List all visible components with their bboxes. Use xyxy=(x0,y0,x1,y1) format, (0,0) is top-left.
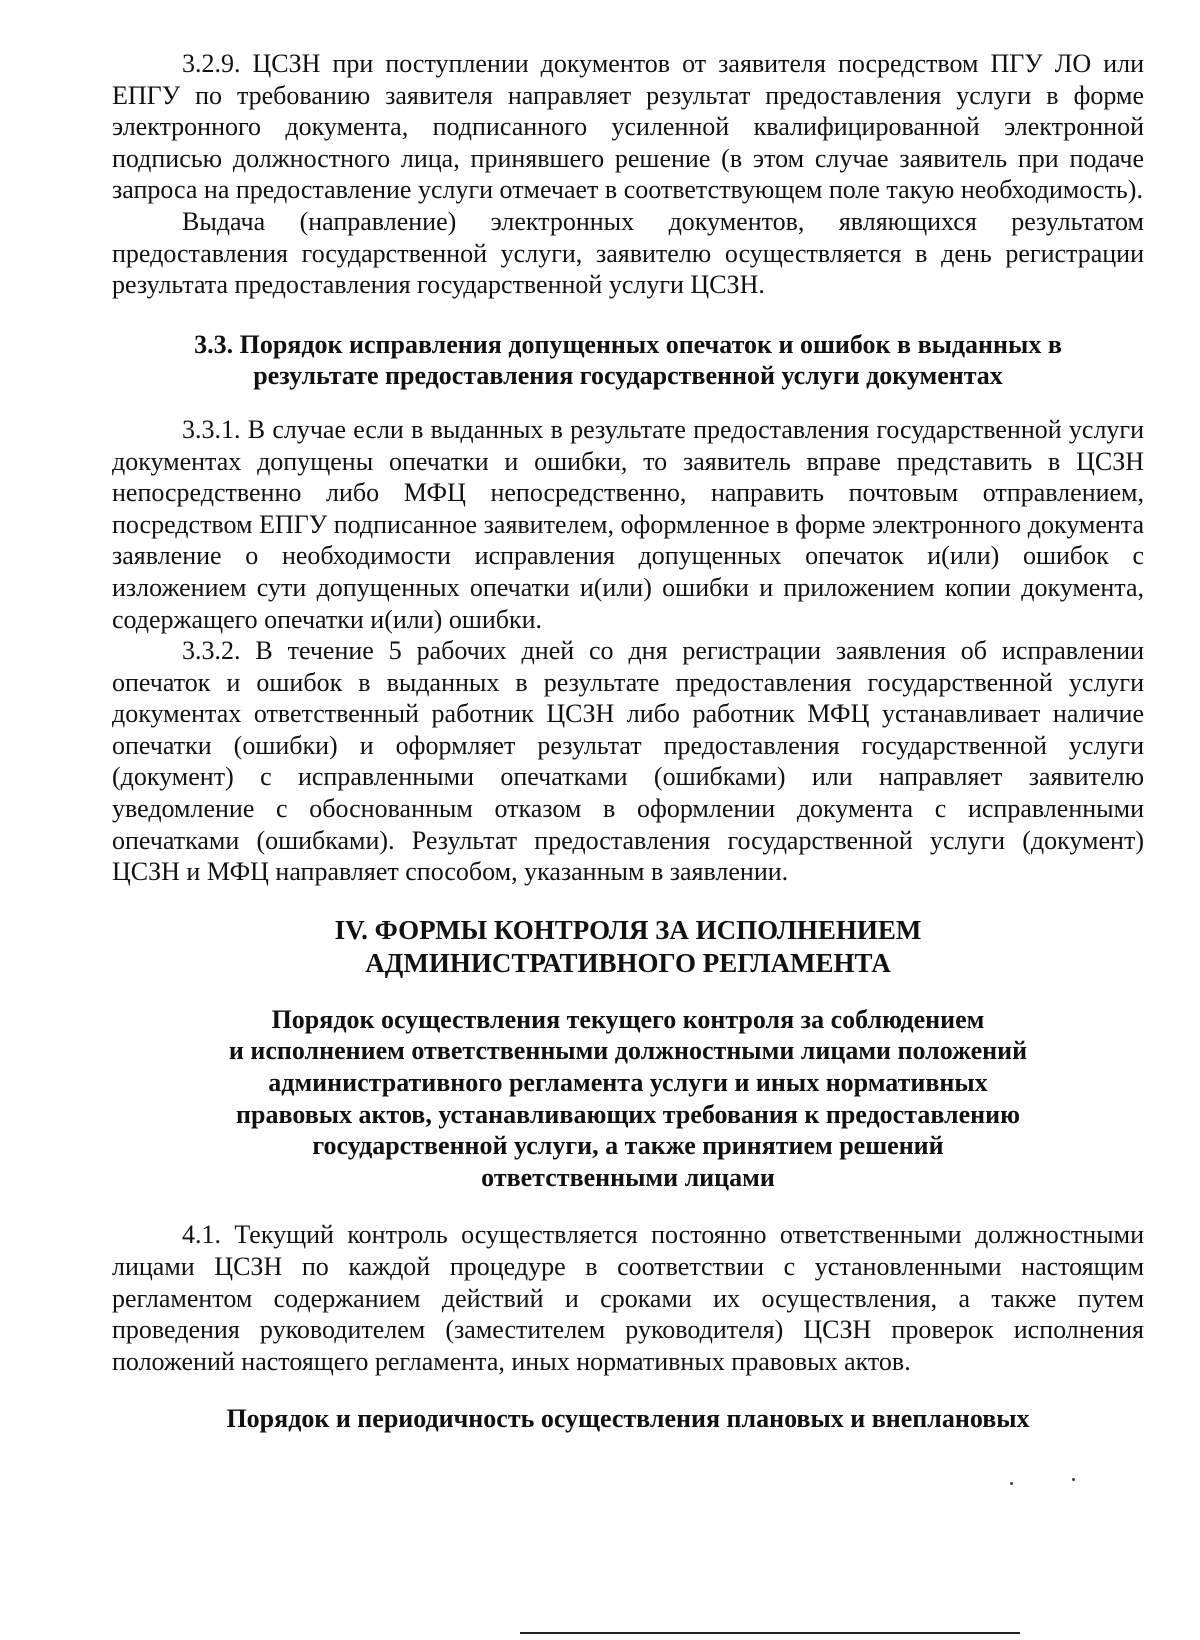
scan-speck xyxy=(1010,1482,1013,1485)
document-page xyxy=(112,48,1144,1435)
chapter-heading-iv: IV. ФОРМЫ КОНТРОЛЯ ЗА ИСПОЛНЕНИЕМ АДМИНИСТРАТИВНОГО РЕГЛАМЕНТА xyxy=(334,914,922,978)
paragraph-3-3-1: 3.3.1. В случае если в выданных в результате предоставления государственной услуги документах допущены опечатки и ошибки, то заявитель вправе представить в ЦСЗН непосредственно либо МФЦ непосредственно, направить почтовым отправлением, посредством ЕПГУ подписанное заявителем, оформленное в форме электронного документа заявление о необходимости исправления допущенных опечаток и(или) ошибок с изложением сути допущенных опечатки и(или) ошибки и приложением копии документа, содержащего опечатки и(или) ошибки. xyxy=(112,414,1145,634)
paragraph-vydacha: Выдача (направление) электронных документов, являющихся результатом предоставления государственной услуги, заявителю осуществляется в день регистрации результата предоставления государственной услуги ЦСЗН. xyxy=(112,206,1145,300)
paragraph-4-1: 4.1. Текущий контроль осуществляется постоянно ответственными должностными лицами ЦСЗН по каждой процедуре в соответствии с установленными настоящим регламентом содержанием действий и сроками их осуществления, а также путем проведения руководителем (заместителем руководителя) ЦСЗН проверок исполнения положений настоящего регламента, иных нормативных правовых актов. xyxy=(112,1220,1145,1376)
bottom-scan-edge-line xyxy=(520,1632,1020,1634)
paragraph-3-2-9: 3.2.9. ЦСЗН при поступлении документов от заявителя посредством ПГУ ЛО или ЕПГУ по требованию заявителя направляет результат предоставления услуги в форме электронного документа, подписанного усиленной квалифицированной электронной подписью должностного лица, принявшего решение (в этом случае заявитель при подаче запроса на предоставление услуги отмечает в соответствующем поле такую необходимость). xyxy=(112,49,1145,205)
scan-speck xyxy=(1072,1478,1075,1481)
section-heading-3-3: 3.3. Порядок исправления допущенных опечаток и ошибок в выданных в результате предоставления государственной услуги документах xyxy=(194,329,1062,391)
subsection-heading-periodicity: Порядок и периодичность осуществления плановых и внеплановых xyxy=(226,1404,1030,1434)
subsection-heading-current-control: Порядок осуществления текущего контроля за соблюдением и исполнением ответственными должностными лицами положений административного регламента услуги и иных нормативных правовых актов, устанавливающих требования к предоставлению государственной услуги, а также принятием решений ответственными лицами xyxy=(228,1004,1028,1192)
paragraph-3-3-2: 3.3.2. В течение 5 рабочих дней со дня регистрации заявления об исправлении опечаток и ошибок в выданных в результате предоставления государственной услуги документах ответственный работник ЦСЗН либо работник МФЦ устанавливает наличие опечатки (ошибки) и оформляет результат предоставления государственной услуги (документ) с исправленными опечатками (ошибками) или направляет заявителю уведомление с обоснованным отказом в оформлении документа с исправленными опечатками (ошибками). Результат предоставления государственной услуги (документ) ЦСЗН и МФЦ направляет способом, указанным в заявлении. xyxy=(112,636,1145,887)
